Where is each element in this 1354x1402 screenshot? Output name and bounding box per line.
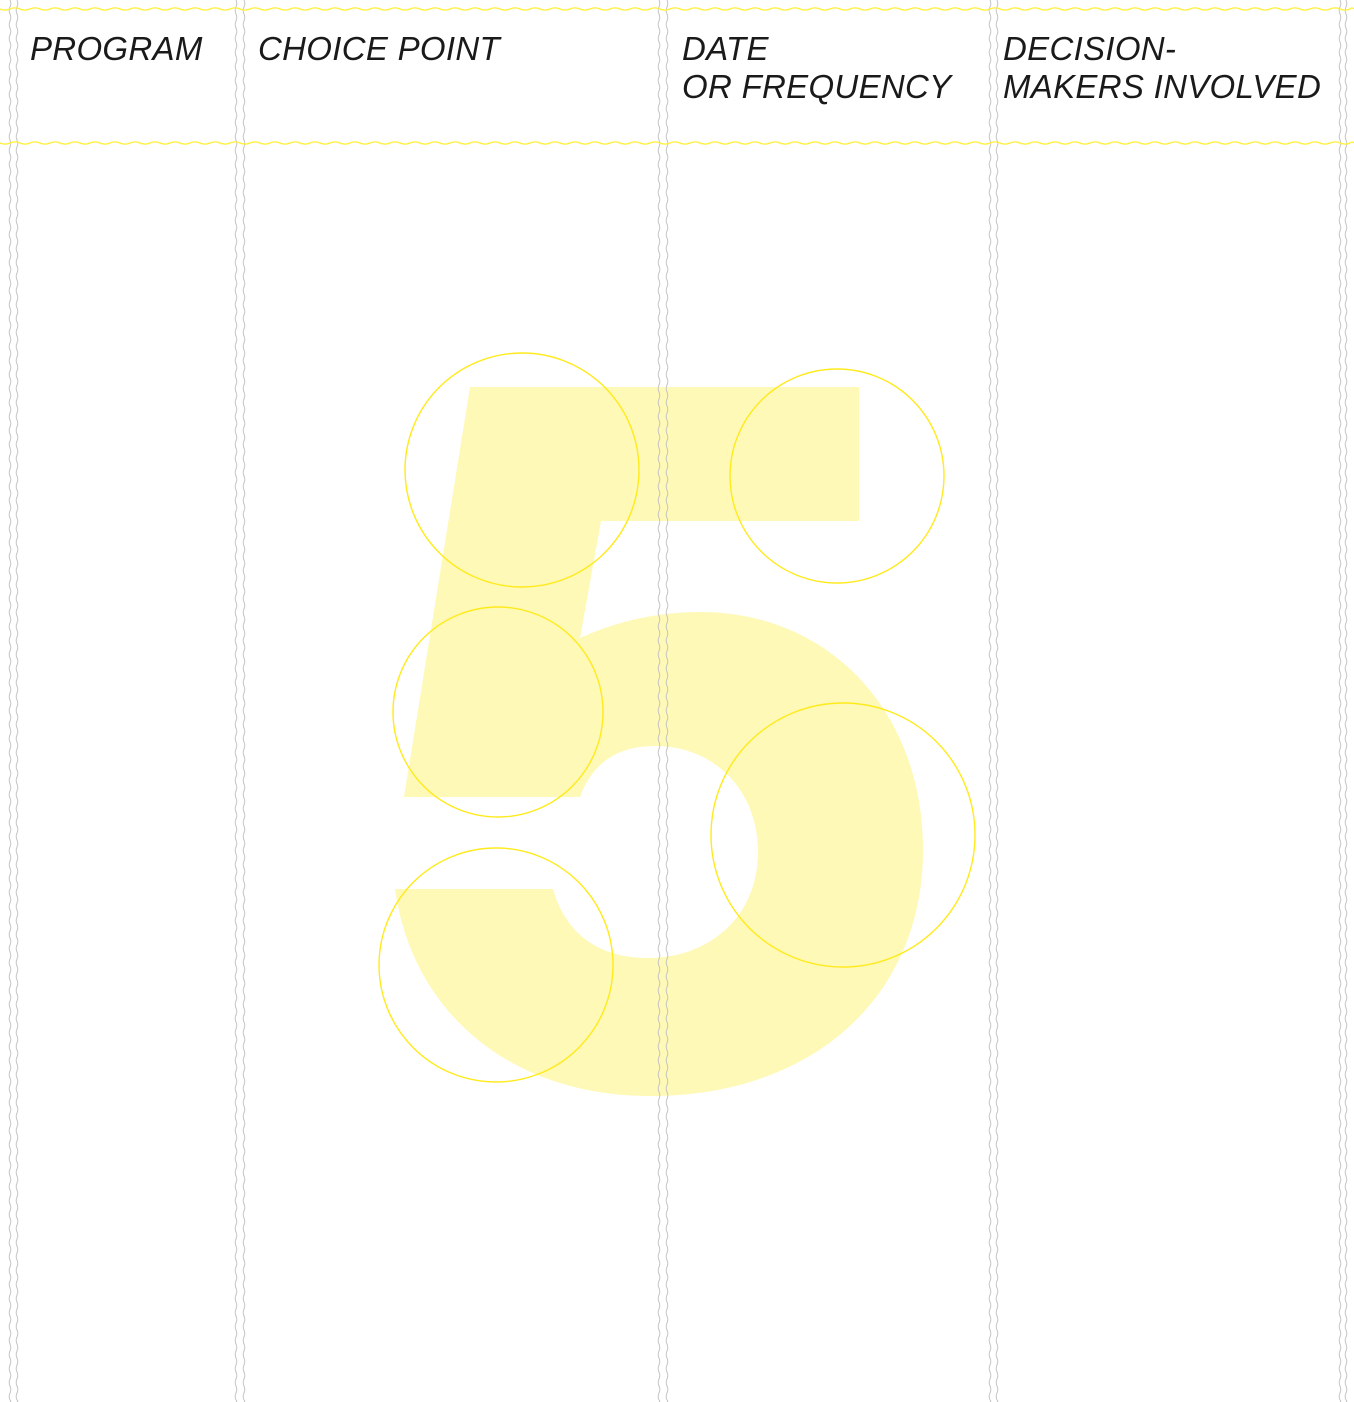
column-header-line: PROGRAM: [30, 30, 203, 67]
header-bottom-rule: [0, 142, 1354, 144]
column-header-line: OR FREQUENCY: [682, 68, 952, 105]
column-header-decision-makers: [1003, 30, 1321, 106]
column-header-line: CHOICE POINT: [258, 30, 500, 67]
column-divider: [989, 0, 991, 1402]
column-header-choice-point: [258, 30, 500, 68]
column-divider: [243, 0, 245, 1402]
column-divider: [235, 0, 237, 1402]
column-divider: [1339, 0, 1341, 1402]
column-header-line: DECISION-: [1003, 30, 1177, 67]
column-divider: [1345, 0, 1347, 1402]
column-header-program: [30, 30, 203, 68]
column-divider: [9, 0, 11, 1402]
column-header-line: MAKERS INVOLVED: [1003, 68, 1322, 105]
column-divider: [16, 0, 18, 1402]
column-header-date-frequency: [682, 30, 951, 106]
column-divider: [996, 0, 998, 1402]
header-top-rule: [0, 8, 1354, 10]
column-header-line: DATE: [682, 30, 769, 67]
